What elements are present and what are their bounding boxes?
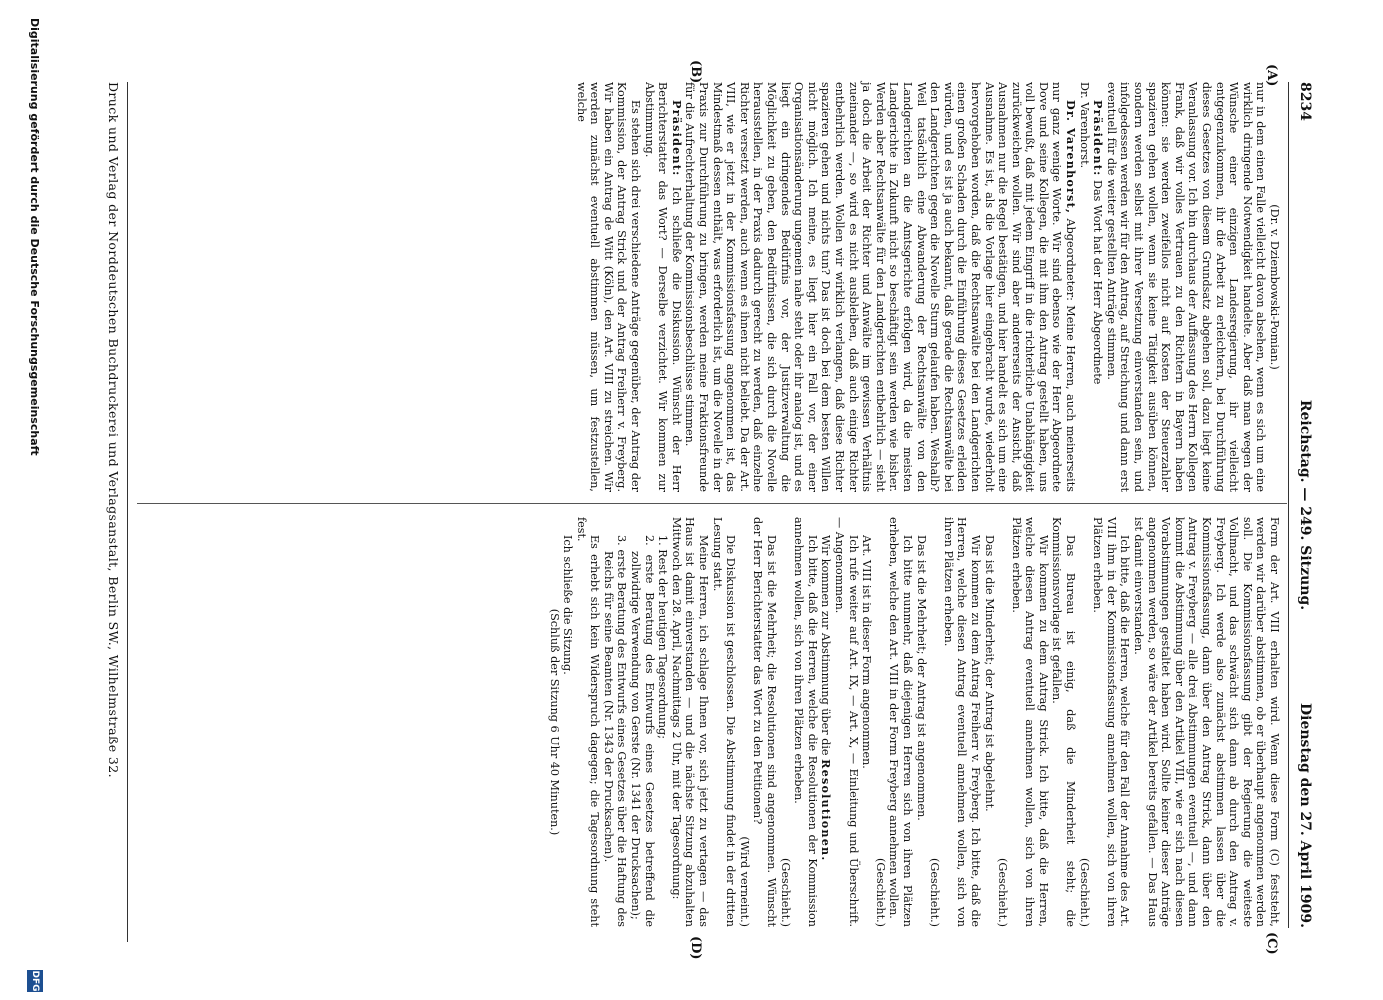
paragraph: Es erhebt sich kein Widerspruch dagegen; die Tagesordnung steht fest. (574, 517, 602, 927)
speaker-name: Dr. Varenhorst. (1077, 82, 1091, 169)
paragraph: nur in dem einen Falle vielleicht davon absehen, wenn es sich um eine wirklich dringende Notwendigkeit handelte. Aber daß man wegen der Wünsche einer einzigen Landesregierung, ihr vielleicht entgegenzukommen, ihr die Arbeit zu erleichtern, bei Durchführung dieses Gesetzes von diesem Grundsatz abgehen soll, dazu liegt keine Veranlassung vor. Ich bin durchaus der Auffassung des Herrn Kollegen Frank, daß wir volles Vertrauen zu den Richtern in Bayern haben können: sie werden zweifellos nicht auf Kosten der Steuerzahler spazieren gehen wollen, wenn sie keine Tätigkeit ausüben können, sondern werden selbst mit ihrer Versetzung einverstanden sein, und infolgedessen werden wir für den Antrag, auf Streichung und dann erst eventuell für die weiter gestellten Anträge stimmen. (1104, 82, 1268, 492)
paragraph: Meine Herren, ich schlage Ihnen vor, sich jetzt zu vertagen — das Haus ist damit einverstanden — und die nächste Sitzung abzuhalten Mittwoch den 28. April, Nachmittags 2 Uhr, mit der Tagesordnung: (669, 517, 711, 927)
spaced-term: Resolutionen. (819, 759, 834, 862)
paragraph: Ich bitte, daß die Herren, welche die Resolutionen der Kommission annehmen wollen, sich von ihren Plätzen erheben. (792, 517, 819, 927)
list-item: 1. Rest der heutigen Tagesordnung; (656, 535, 670, 739)
paragraph: Art. VIII ist in dieser Form angenommen. (860, 535, 874, 769)
page-header (1291, 82, 1315, 928)
speaker-label: Präsident: (669, 100, 684, 177)
paragraph: Das ist die Minderheit; der Antrag ist abgelehnt. (982, 535, 996, 812)
list-item: 3. erste Beratung des Entwurfs eines Gesetzes über die Haftung des Reichs für seine Beamten (Nr. 1343 der Drucksachen). (601, 535, 629, 927)
footer-rule (127, 82, 128, 942)
column-divider (137, 503, 1287, 504)
margin-marker-a: (A) (1264, 64, 1279, 87)
session-close: (Schluß der Sitzung 6 Uhr 40 Minuten.) (547, 608, 561, 836)
margin-marker-d: (D) (688, 936, 703, 960)
speaker-label: Dr. Varenhorst, (1064, 100, 1079, 215)
paragraph: Wir kommen zu dem Antrag Strick. Ich bitte, daß die Herren, welche diesen Antrag eventuell annehmen wollen, sich von ihren Plätzen erheben. (1009, 517, 1050, 927)
paragraph: Form der Art. VIII erhalten wird. Wenn diese Form (C) feststeht, werden wir darüber abstimmen, ob er überhaupt angenommen werden soll. Die Kommissionsfassung gibt der Regierung die weiteste Vollmacht, und das schwächt sich dann ab durch den Antrag v. Freyberg. Ich werde also zunächst abstimmen lassen über die Kommissionsfassung, dann über den Antrag Strick, dann über den Antrag v. Freyberg — alle drei Abstimmungen eventuell —, und dann kommt die Abstimmung über den Artikel VIII, wie er sich nach diesen Vorabstimmungen gestaltet haben wird. Sollte keiner dieser Anträge angenommen werden, so wäre der Artikel bereits gefallen. — Das Haus ist damit einverstanden. (1132, 517, 1281, 927)
paragraph: Ich bitte, daß die Herren, welche für den Fall der Annahme des Art. VIII ihm in der Kommissionsfassung annehmen wollen, sich von ihren Plätzen erheben. (1091, 517, 1132, 927)
speaker-label: Präsident: (1091, 100, 1106, 177)
stage-direction: (Geschieht.) (996, 858, 1010, 927)
paragraph: Präsident: Ich schließe die Diskussion. Wünscht der Herr Berichterstatter das Wort? — Derselbe verzichtet. Wir kommen zur Abstimmung. (642, 82, 684, 492)
speaker-tag: (Dr. v. Dziembowski-Pomian.) (1268, 204, 1281, 370)
paragraph: Präsident: Das Wort hat der Herr Abgeordnete (1091, 100, 1106, 385)
margin-marker-b: (B) (688, 60, 703, 84)
paragraph: Das ist die Mehrheit; die Resolutionen sind angenommen. Wünscht der Herr Berichterstatter das Wort zu den Petitionen? (751, 517, 779, 927)
agenda-list (601, 517, 669, 927)
paragraph: Ich bitte nunmehr, daß diejenigen Herren sich von ihren Plätzen erheben, welche den Art. VIII in der Form Freyberg annehmen wollen. (887, 517, 914, 927)
paragraph: Wir kommen zur Abstimmung über die Resolutionen. (819, 535, 834, 862)
digitization-note: Digitalisierung gefördert durch die Deutsche Forschungsgemeinschaft (28, 18, 41, 456)
printer-imprint: Druck und Verlag der Norddeutschen Buchdruckerei und Verlagsanstalt, Berlin SW., Wilhelmstraße 32. (106, 82, 121, 778)
stage-direction: (Geschieht.) (778, 858, 792, 927)
dfg-logo: DFG (27, 970, 43, 992)
list-item: 2. erste Beratung des Entwurfs eines Gesetzes betreffend die zollwidrige Verwendung von Gerste (Nr. 1341 der Drucksachen); (629, 535, 656, 927)
session-date: Dienstag den 27. April 1909. (1297, 703, 1313, 928)
paragraph: Es stehen sich drei verschiedene Anträge gegenüber, der Antrag der Kommission, der Antrag Strick und der Antrag Freiherr v. Freyberg. Wir haben ein Antrag de Witt (Köln), den Art. VIII zu streichen. Wir werden zunächst eventuell abstimmen müssen, um festzustellen, welche (574, 82, 643, 492)
right-column (547, 517, 1281, 927)
stage-direction: (Geschieht.) (1077, 858, 1091, 927)
paragraph: Ich schließe die Sitzung. (561, 535, 575, 675)
paragraph: Die Diskussion ist geschlossen. Die Abstimmung findet in der dritten Lesung statt. (710, 517, 738, 927)
paragraph: Das Bureau ist einig, daß die Minderheit steht; die Kommissionsvorlage ist gefallen. (1050, 517, 1078, 927)
stage-direction: (Wird verneint.) (737, 836, 751, 927)
margin-marker-c: (C) (1264, 932, 1279, 955)
session-title: Reichstag. — 249. Sitzung. (1297, 399, 1313, 611)
left-column (574, 82, 1281, 492)
page-number: 8234 (1297, 82, 1313, 121)
stage-direction: (Geschieht.) (928, 858, 942, 927)
stage-direction: (Geschieht.) (873, 858, 887, 927)
paragraph: Das ist die Mehrheit; der Antrag ist angenommen. (914, 535, 928, 821)
paragraph: Dr. Varenhorst, Abgeordneter: Meine Herren, auch meinerseits nur ganz wenige Worte. Wir sind ebenso wie der Herr Abgeordnete Dove und seine Kollegen, die mit ihm den Antrag gestellt haben, uns voll bewußt, daß mit jedem Eingriff in die richterliche Unabhängigkeit zurückweichen wollen. Wir sind aber andererseits der Ansicht, daß Ausnahmen nur die Regel bestätigen, und hier handelt es sich um eine Ausnahme. Es ist, als die Vorlage hier eingebracht wurde, wiederholt hervorgehoben worden, daß die Rechtsanwälte bei den Landgerichten einen großen Schaden durch die Einführung dieses Gesetzes erleiden würden, und es ist ja auch bekannt, daß gerade die Rechtsanwälte bei den Landgerichten gegen die Novelle Sturm gelaufen haben. Weshalb? Weil tatsächlich eine Abwanderung der Rechtsanwälte von den Landgerichten an die Amtsgerichte erfolgen wird, da die meisten Landgerichte in Zukunft nicht so beschäftigt sein werden wie bisher. Werden aber Rechtsanwälte für den Landgerichten entbehrlich — sieht ja doch die Arbeit der Richter und Anwälte im gewissen Verhältnis zueinander —, so wird es nicht ausbleiben, daß auch einige Richter entbehrlich werden. Wollen wir wirklich verlangen, daß diese Richter spazieren gehen und nichts tun? Das ist doch bei dem besten Willen nicht möglich. Ich meine, es liegt hier ein Fall vor, der einer Organisationsänderung ungemein nahe steht oder ihr analog ist, und es liegt ein dringendes Bedürfnis vor, der Justizverwaltung die Möglichkeit zu geben, den Bedürfnissen, die sich durch die Novelle herausstellen, in der Praxis dadurch gerecht zu werden, daß einzelne Richter versetzt werden, auch wenn es ihnen nicht beliebt. Da der Art. VIII, wie er jetzt in der Kommissionsfassung angenommen ist, das Mindestmaß dessen enthält, was erforderlich ist, um die Novelle in der Praxis zur Durchführung zu bringen, werden meine Fraktionsfreunde für die Aufrechterhaltung der Kommissionsbeschlüsse stimmen. (683, 82, 1079, 492)
header-rule (1288, 82, 1289, 928)
paragraph: Ich rufe weiter auf Art. IX, — Art. X, — Einleitung und Überschrift. — Angenommen. (833, 517, 860, 927)
paragraph: Wir kommen zu dem Antrag Freiherr v. Freyberg. Ich bitte, daß die Herren, welche diesen Antrag eventuell annehmen wollen, sich von ihren Plätzen erheben. (941, 517, 982, 927)
